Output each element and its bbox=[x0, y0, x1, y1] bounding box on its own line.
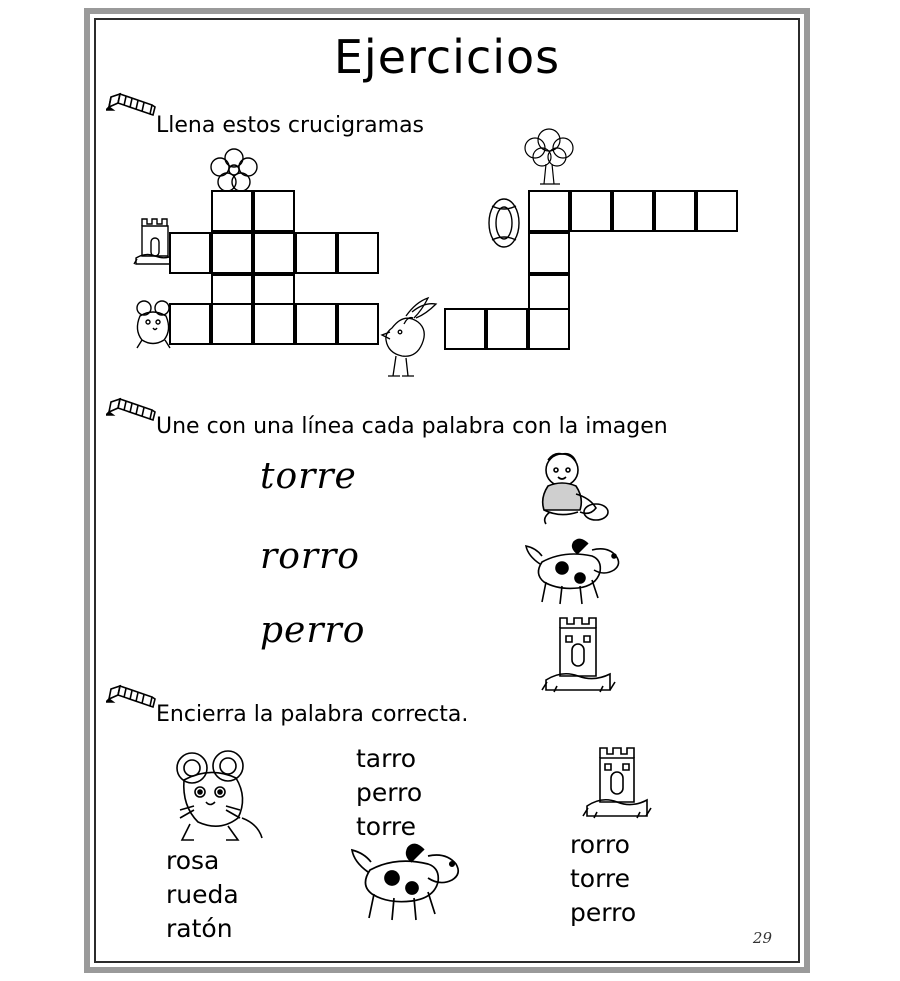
option-tarro[interactable]: tarro bbox=[356, 744, 416, 773]
crossword-cell[interactable] bbox=[169, 303, 211, 345]
option-perro[interactable]: perro bbox=[570, 898, 637, 927]
option-torre[interactable]: torre bbox=[570, 864, 631, 893]
crossword-cell[interactable] bbox=[337, 303, 379, 345]
pencil-icon bbox=[106, 393, 158, 433]
crossword-cell[interactable] bbox=[528, 232, 570, 274]
wheel-icon bbox=[480, 196, 528, 250]
castle-tower-icon bbox=[538, 602, 618, 698]
dog-icon bbox=[522, 534, 632, 606]
tower-word-options[interactable] bbox=[570, 828, 636, 930]
pencil-icon bbox=[106, 88, 158, 128]
crossword-cell[interactable] bbox=[211, 232, 253, 274]
option-rueda[interactable]: rueda bbox=[166, 880, 239, 909]
dog-word-options[interactable] bbox=[356, 742, 422, 844]
crossword-cell[interactable] bbox=[253, 232, 295, 274]
pencil-icon bbox=[106, 680, 158, 720]
crossword-cell[interactable] bbox=[253, 190, 295, 232]
instruction-match: Une con una línea cada palabra con la imagen bbox=[156, 414, 668, 439]
crossword-cell[interactable] bbox=[444, 308, 486, 350]
match-word-torre[interactable]: torre bbox=[260, 456, 357, 497]
option-rorro[interactable]: rorro bbox=[570, 830, 630, 859]
option-perro[interactable]: perro bbox=[356, 778, 423, 807]
flower-icon bbox=[206, 146, 262, 196]
crossword-cell[interactable] bbox=[528, 308, 570, 350]
crossword-cell[interactable] bbox=[528, 190, 570, 232]
crossword-cell[interactable] bbox=[295, 232, 337, 274]
crossword-cell[interactable] bbox=[612, 190, 654, 232]
crossword-cell[interactable] bbox=[169, 232, 211, 274]
page-number: 29 bbox=[752, 929, 772, 947]
crossword-cell[interactable] bbox=[295, 303, 337, 345]
option-raton[interactable]: ratón bbox=[166, 914, 233, 943]
rooster-icon bbox=[372, 288, 438, 384]
mouse-word-options[interactable] bbox=[166, 844, 239, 946]
castle-tower-icon bbox=[580, 732, 654, 824]
page-title: Ejercicios bbox=[333, 30, 561, 84]
crossword-cell[interactable] bbox=[211, 303, 253, 345]
instruction-circle: Encierra la palabra correcta. bbox=[156, 702, 469, 727]
match-word-rorro[interactable]: rorro bbox=[260, 536, 360, 577]
match-word-perro[interactable]: perro bbox=[260, 610, 366, 651]
tree-icon bbox=[518, 124, 580, 186]
crossword-cell[interactable] bbox=[253, 303, 295, 345]
crossword-cell[interactable] bbox=[654, 190, 696, 232]
crossword-cell[interactable] bbox=[337, 232, 379, 274]
page-content bbox=[94, 18, 800, 963]
crossword-cell[interactable] bbox=[696, 190, 738, 232]
baby-icon bbox=[526, 450, 616, 530]
crossword-cell[interactable] bbox=[570, 190, 612, 232]
mouse-icon bbox=[166, 748, 276, 848]
crossword-cell[interactable] bbox=[486, 308, 528, 350]
instruction-crosswords: Llena estos crucigramas bbox=[156, 113, 425, 138]
option-torre[interactable]: torre bbox=[356, 812, 417, 841]
dog-icon bbox=[346, 838, 471, 924]
option-rosa[interactable]: rosa bbox=[166, 846, 220, 875]
crossword-cell[interactable] bbox=[211, 190, 253, 232]
